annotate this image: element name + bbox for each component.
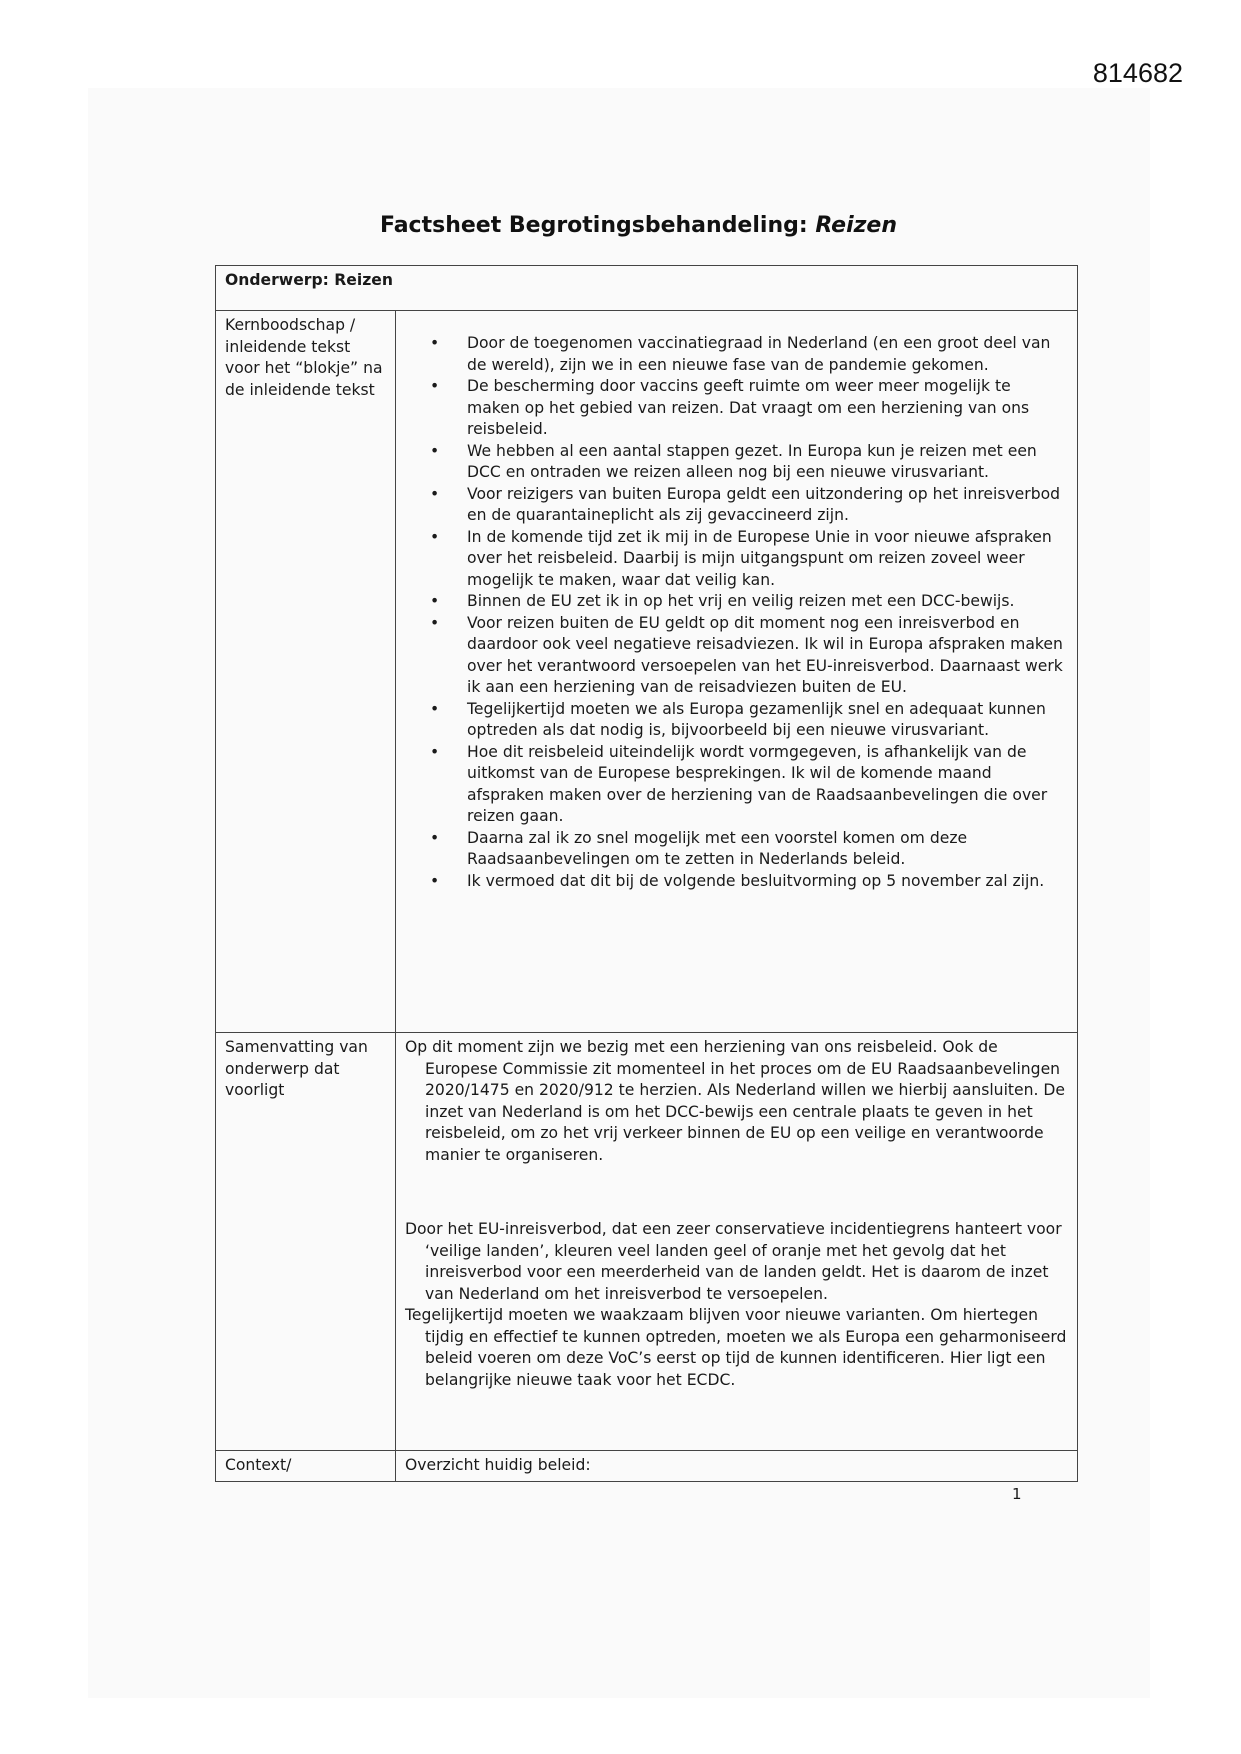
samenvatting-content — [396, 1033, 1078, 1451]
factsheet-table — [215, 265, 1078, 1482]
bullet-item: • Tegelijkertijd moeten we als Europa gezamenlijk snel en adequaat kunnen optreden als dat nodig is, bijvoorbeeld bij een nieuwe virusvariant. — [467, 699, 1068, 742]
bullet-item: • Hoe dit reisbeleid uiteindelijk wordt vormgegeven, is afhankelijk van de uitkomst van de Europese besprekingen. Ik wil de komende maand afspraken maken over de herziening van de Raadsaanbevelingen die over reizen gaan. — [467, 742, 1068, 828]
title-prefix: Factsheet Begrotingsbehandeling: — [379, 213, 816, 238]
bullet-item: • In de komende tijd zet ik mij in de Europese Unie in voor nieuwe afspraken over het reisbeleid. Daarbij is mijn uitgangspunt om reizen zoveel weer mogelijk te maken, waar dat veilig kan. — [467, 527, 1068, 592]
subject-header: Onderwerp: Reizen — [216, 266, 1078, 311]
paragraph-spacer — [405, 1166, 1068, 1219]
bullet-item: • De bescherming door vaccins geeft ruimte om weer meer mogelijk te maken op het gebied van reizen. Dat vraagt om een herziening van ons reisbeleid. — [467, 376, 1068, 441]
samenvatting-label: Samenvatting van onderwerp dat voorligt — [216, 1033, 396, 1451]
bullet-item: • Voor reizigers van buiten Europa geldt een uitzondering op het inreisverbod en de quarantaineplicht als zij gevaccineerd zijn. — [467, 484, 1068, 527]
kernboodschap-content — [396, 311, 1078, 1033]
header-row — [216, 266, 1078, 311]
samenvatting-paragraph: Op dit moment zijn we bezig met een herziening van ons reisbeleid. Ook de Europese Commissie zit momenteel in het proces om de EU Raadsaanbevelingen 2020/1475 en 2020/912 te herzien. Als Nederland willen we hierbij aansluiten. De inzet van Nederland is om het DCC-bewijs een centrale plaats te geven in het reisbeleid, om zo het vrij verkeer binnen de EU op een veilige en verantwoorde manier te organiseren. — [405, 1038, 1066, 1164]
context-content: Overzicht huidig beleid: — [396, 1451, 1078, 1482]
samenvatting-paragraph: Tegelijkertijd moeten we waakzaam blijven voor nieuwe varianten. Om hiertegen tijdig en effectief te kunnen optreden, moeten we als Europa een geharmoniseerd beleid voeren om deze VoC’s eerst op tijd de kunnen identificeren. Hier ligt een belangrijke nieuwe taak voor het ECDC. — [405, 1306, 1067, 1389]
samenvatting-row — [216, 1033, 1078, 1451]
document-title — [0, 213, 1241, 238]
context-label: Context/ — [216, 1451, 396, 1482]
bullet-item: • Door de toegenomen vaccinatiegraad in Nederland (en een groot deel van de wereld), zijn we in een nieuwe fase van de pandemie gekomen. — [467, 333, 1068, 376]
bullet-item: • Daarna zal ik zo snel mogelijk met een voorstel komen om deze Raadsaanbevelingen om te zetten in Nederlands beleid. — [467, 828, 1068, 871]
context-row — [216, 1451, 1078, 1482]
bullet-item: • Voor reizen buiten de EU geldt op dit moment nog een inreisverbod en daardoor ook veel negatieve reisadviezen. Ik wil in Europa afspraken maken over het verantwoord versoepelen van het EU-inreisverbod. Daarnaast werk ik aan een herziening van de reisadviezen buiten de EU. — [467, 613, 1068, 699]
page-number: 1 — [1012, 1485, 1022, 1503]
bullet-item: • We hebben al een aantal stappen gezet. In Europa kun je reizen met een DCC en ontraden we reizen alleen nog bij een nieuwe virusvariant. — [467, 441, 1068, 484]
kernboodschap-row — [216, 311, 1078, 1033]
samenvatting-paragraph: Door het EU-inreisverbod, dat een zeer conservatieve incidentiegrens hanteert voor ‘veilige landen’, kleuren veel landen geel of oranje met het gevolg dat het inreisverbod voor een meerderheid van de landen geldt. Het is daarom de inzet van Nederland om het inreisverbod te versoepelen. — [405, 1220, 1062, 1303]
kernboodschap-bullet-list — [405, 333, 1068, 892]
document-id: 814682 — [1092, 58, 1183, 88]
kernboodschap-label: Kernboodschap / inleidende tekst voor het “blokje” na de inleidende tekst — [216, 311, 396, 1033]
title-subject: Reizen — [815, 213, 898, 238]
bullet-item: • Binnen de EU zet ik in op het vrij en veilig reizen met een DCC-bewijs. — [467, 591, 1068, 613]
bullet-item: • Ik vermoed dat dit bij de volgende besluitvorming op 5 november zal zijn. — [467, 871, 1068, 893]
